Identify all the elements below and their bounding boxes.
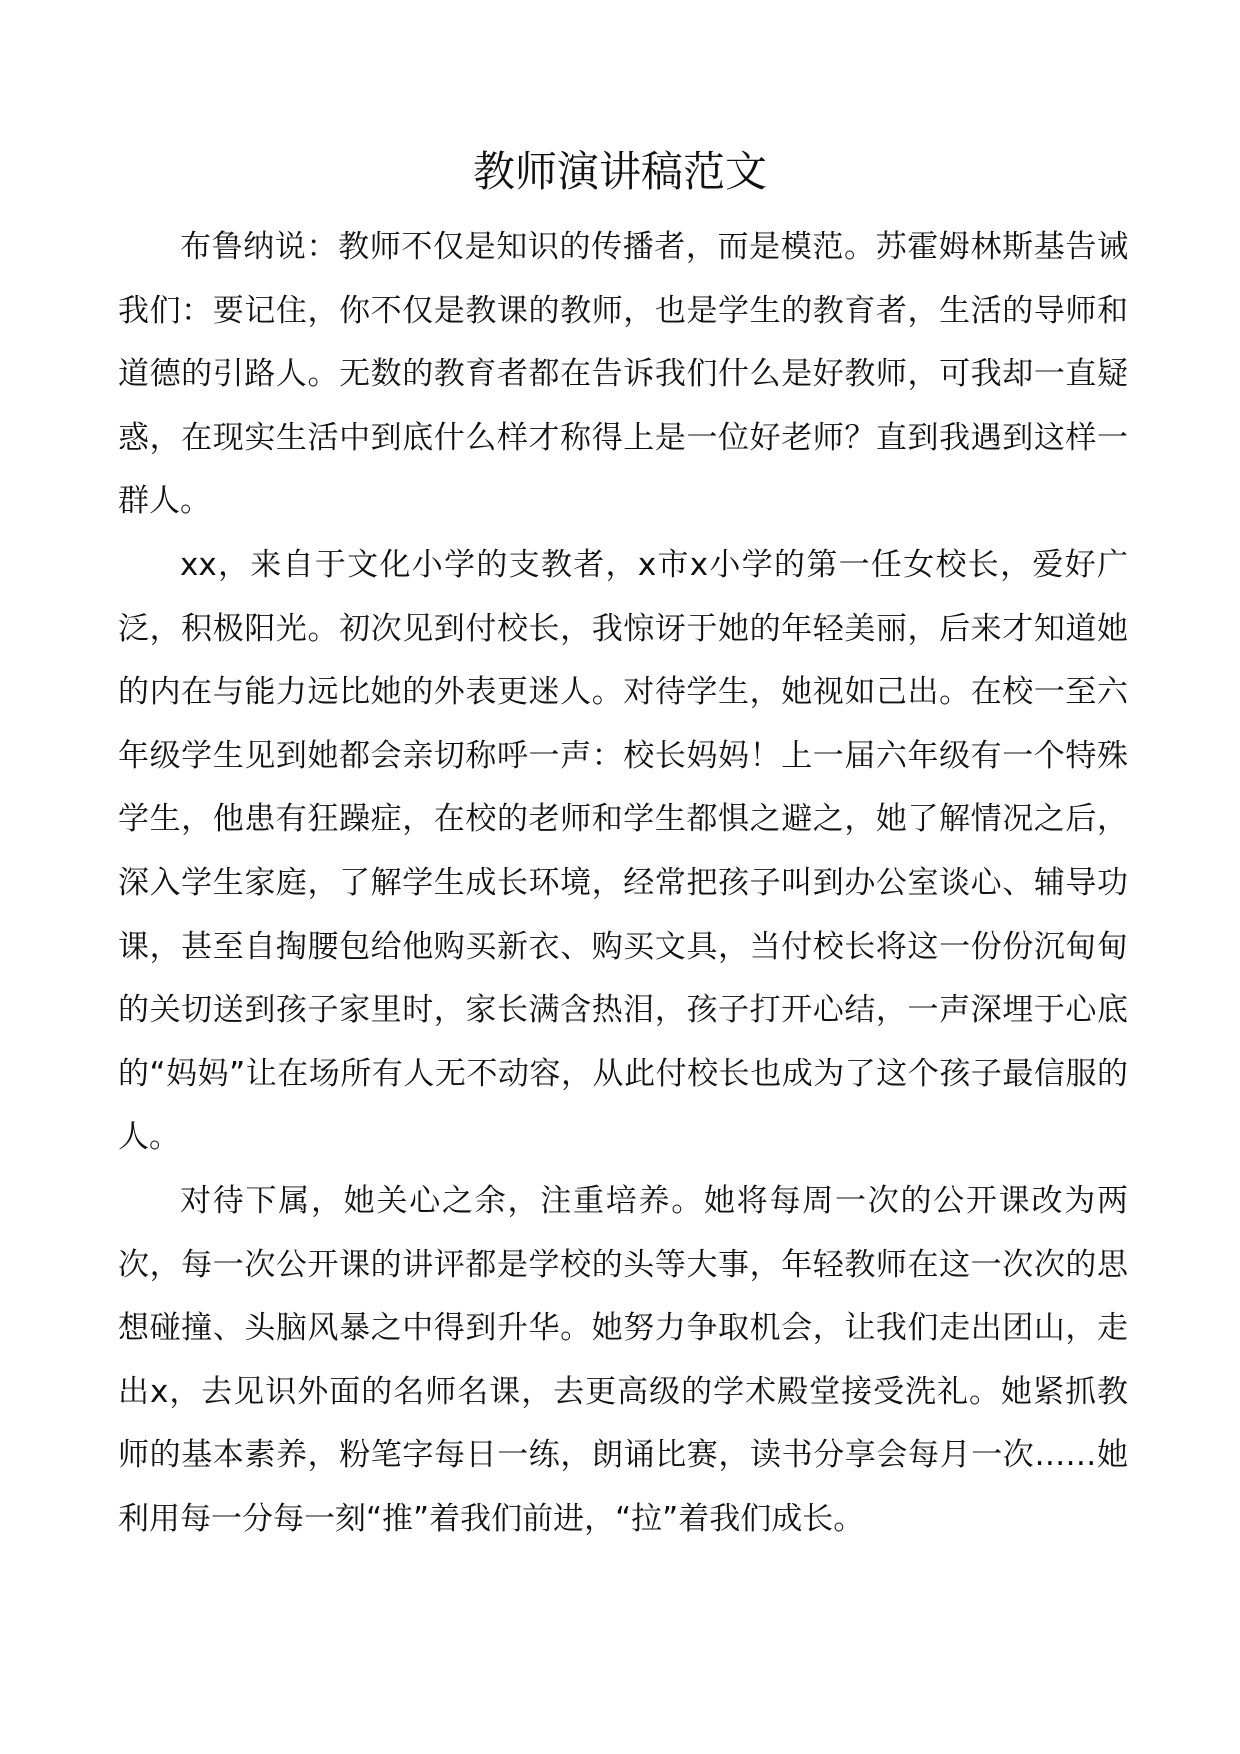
paragraph-1: 布鲁纳说：教师不仅是知识的传播者，而是模范。苏霍姆林斯基告诫我们：要记住，你不仅是教课的教师，也是学生的教育者，生活的导师和道德的引路人。无数的教育者都在告诉我们什么是好教师，可我却一直疑惑，在现实生活中到底什么样才称得上是一位好老师？直到我遇到这样一群人。 — [118, 229, 1128, 520]
paragraph-2: xx，来自于文化小学的支教者，x市x小学的第一任女校长，爱好广泛，积极阳光。初次见到付校长，我惊讶于她的年轻美丽，后来才知道她的内在与能力远比她的外表更迷人。对待学生，她视如己出。在校一至六年级学生见到她都会亲切称呼一声：校长妈妈！上一届六年级有一个特殊学生，他患有狂躁症，在校的老师和学生都惧之避之，她了解情况之后，深入学生家庭，了解学生成长环境，经常把孩子叫到办公室谈心、辅导功课，甚至自掏腰包给他购买新衣、购买文具，当付校长将这一份份沉甸甸的关切送到孩子家里时，家长满含热泪，孩子打开心结，一声深埋于心底的“妈妈”让在场所有人无不动容，从此付校长也成为了这个孩子最信服的人。 — [118, 546, 1128, 1156]
document-title: 教师演讲稿范文 — [472, 147, 767, 196]
paragraph-3: 对待下属，她关心之余，注重培养。她将每周一次的公开课改为两次，每一次公开课的讲评都是学校的头等大事，年轻教师在这一次次的思想碰撞、头脑风暴之中得到升华。她努力争取机会，让我们走出团山，走出x，去见识外面的名师名课，去更高级的学术殿堂接受洗礼。她紧抓教师的基本素养，粉笔字每日一练，朗诵比赛，读书分享会每月一次……她利用每一分每一刻“推”着我们前进，“拉”着我们成长。 — [118, 1182, 1128, 1537]
document-body — [118, 216, 1128, 1551]
